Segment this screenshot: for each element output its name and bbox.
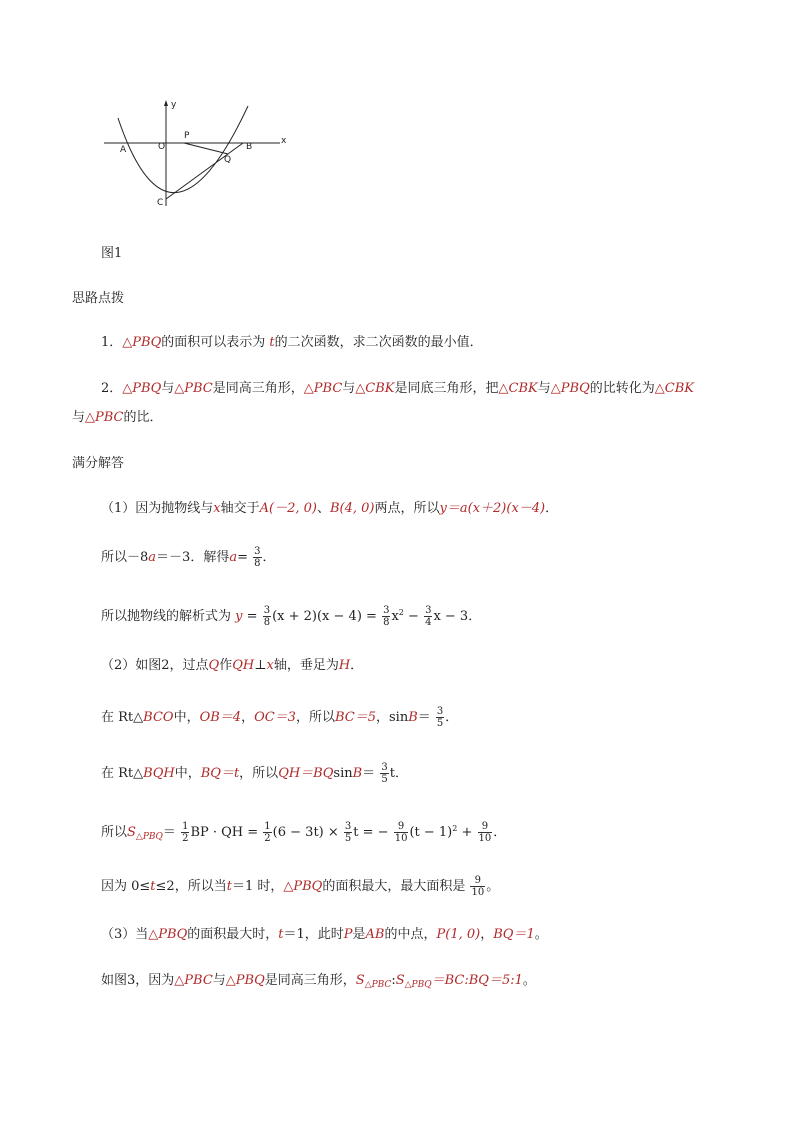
section-hint-title: 思路点拨 [72, 291, 125, 306]
answer-line-1: （1）因为抛物线与x轴交于A(－2, 0)、B(4, 0)两点，所以y＝a(x＋2)(x－4)． [101, 501, 559, 516]
figure-1 [100, 98, 300, 218]
label-Q: Q [224, 155, 232, 165]
answer-line-9: （3）当△PBQ的面积最大时，t＝1，此时P是AB的中点，P(1, 0)，BQ＝1。 [101, 927, 548, 942]
answer-line-7: 所以$S_{\triangle PBQ}=$ $\frac{1}{2}$ BP · QH = $\frac{1}{2}$ (6 − 3t) × $\frac{3}{5}$ t = − $\frac{9}{10}$ $(t - 1)^2$ + $\frac{9}{10}$ ． [101, 821, 507, 844]
figure-caption: 图1 [101, 246, 123, 261]
answer-line-10: 如图3，因为△PBC与△PBQ是同高三角形，$S_{\triangle PBC}:S_{\triangle PBQ}=BC:BQ=5:1$。 [101, 973, 536, 990]
label-A: A [120, 145, 127, 155]
section-answer-title: 满分解答 [72, 456, 125, 471]
answer-line-3: 所以抛物线的解析式为 y = $\frac{3}{8}$ (x + 2)(x − 4) = $\frac{3}{8}$ $x^2$ − $\frac{3}{4}$ x − 3． [101, 605, 482, 628]
label-P: P [184, 131, 190, 141]
hint-1: 1．△PBQ的面积可以表示为 t的二次函数，求二次函数的最小值． [101, 335, 483, 350]
parabola-diagram [100, 98, 300, 218]
label-C: C [157, 198, 164, 208]
answer-line-6: 在 Rt△BQH中，BQ＝t，所以QH＝BQsinB＝ $\frac{3}{5}$ t． [101, 762, 408, 785]
answer-line-8: 因为 0≤t≤2，所以当t＝1 时，△PBQ的面积最大，最大面积是 $\frac{9}{10}$ 。 [101, 875, 500, 898]
hint-2: 2．△PBQ与△PBC是同高三角形，△PBC与△CBK是同底三角形，把△CBK与△PBQ的比转化为△CBK [101, 381, 694, 396]
label-O: O [158, 142, 166, 152]
label-y: y [171, 100, 177, 110]
answer-line-5: 在 Rt△BCO中，OB＝4，OC＝3，所以BC＝5，sinB＝ $\frac{3}{5}$ ． [101, 706, 459, 729]
answer-line-2: 所以－8a＝－3．解得a= $\frac{3}{8}$ ． [101, 546, 276, 569]
label-B: B [246, 142, 253, 152]
label-x: x [281, 136, 287, 146]
hint-2-cont: 与△PBC的比． [72, 410, 163, 425]
answer-line-4: （2）如图2，过点Q作QH⊥x轴，垂足为H． [101, 658, 364, 673]
